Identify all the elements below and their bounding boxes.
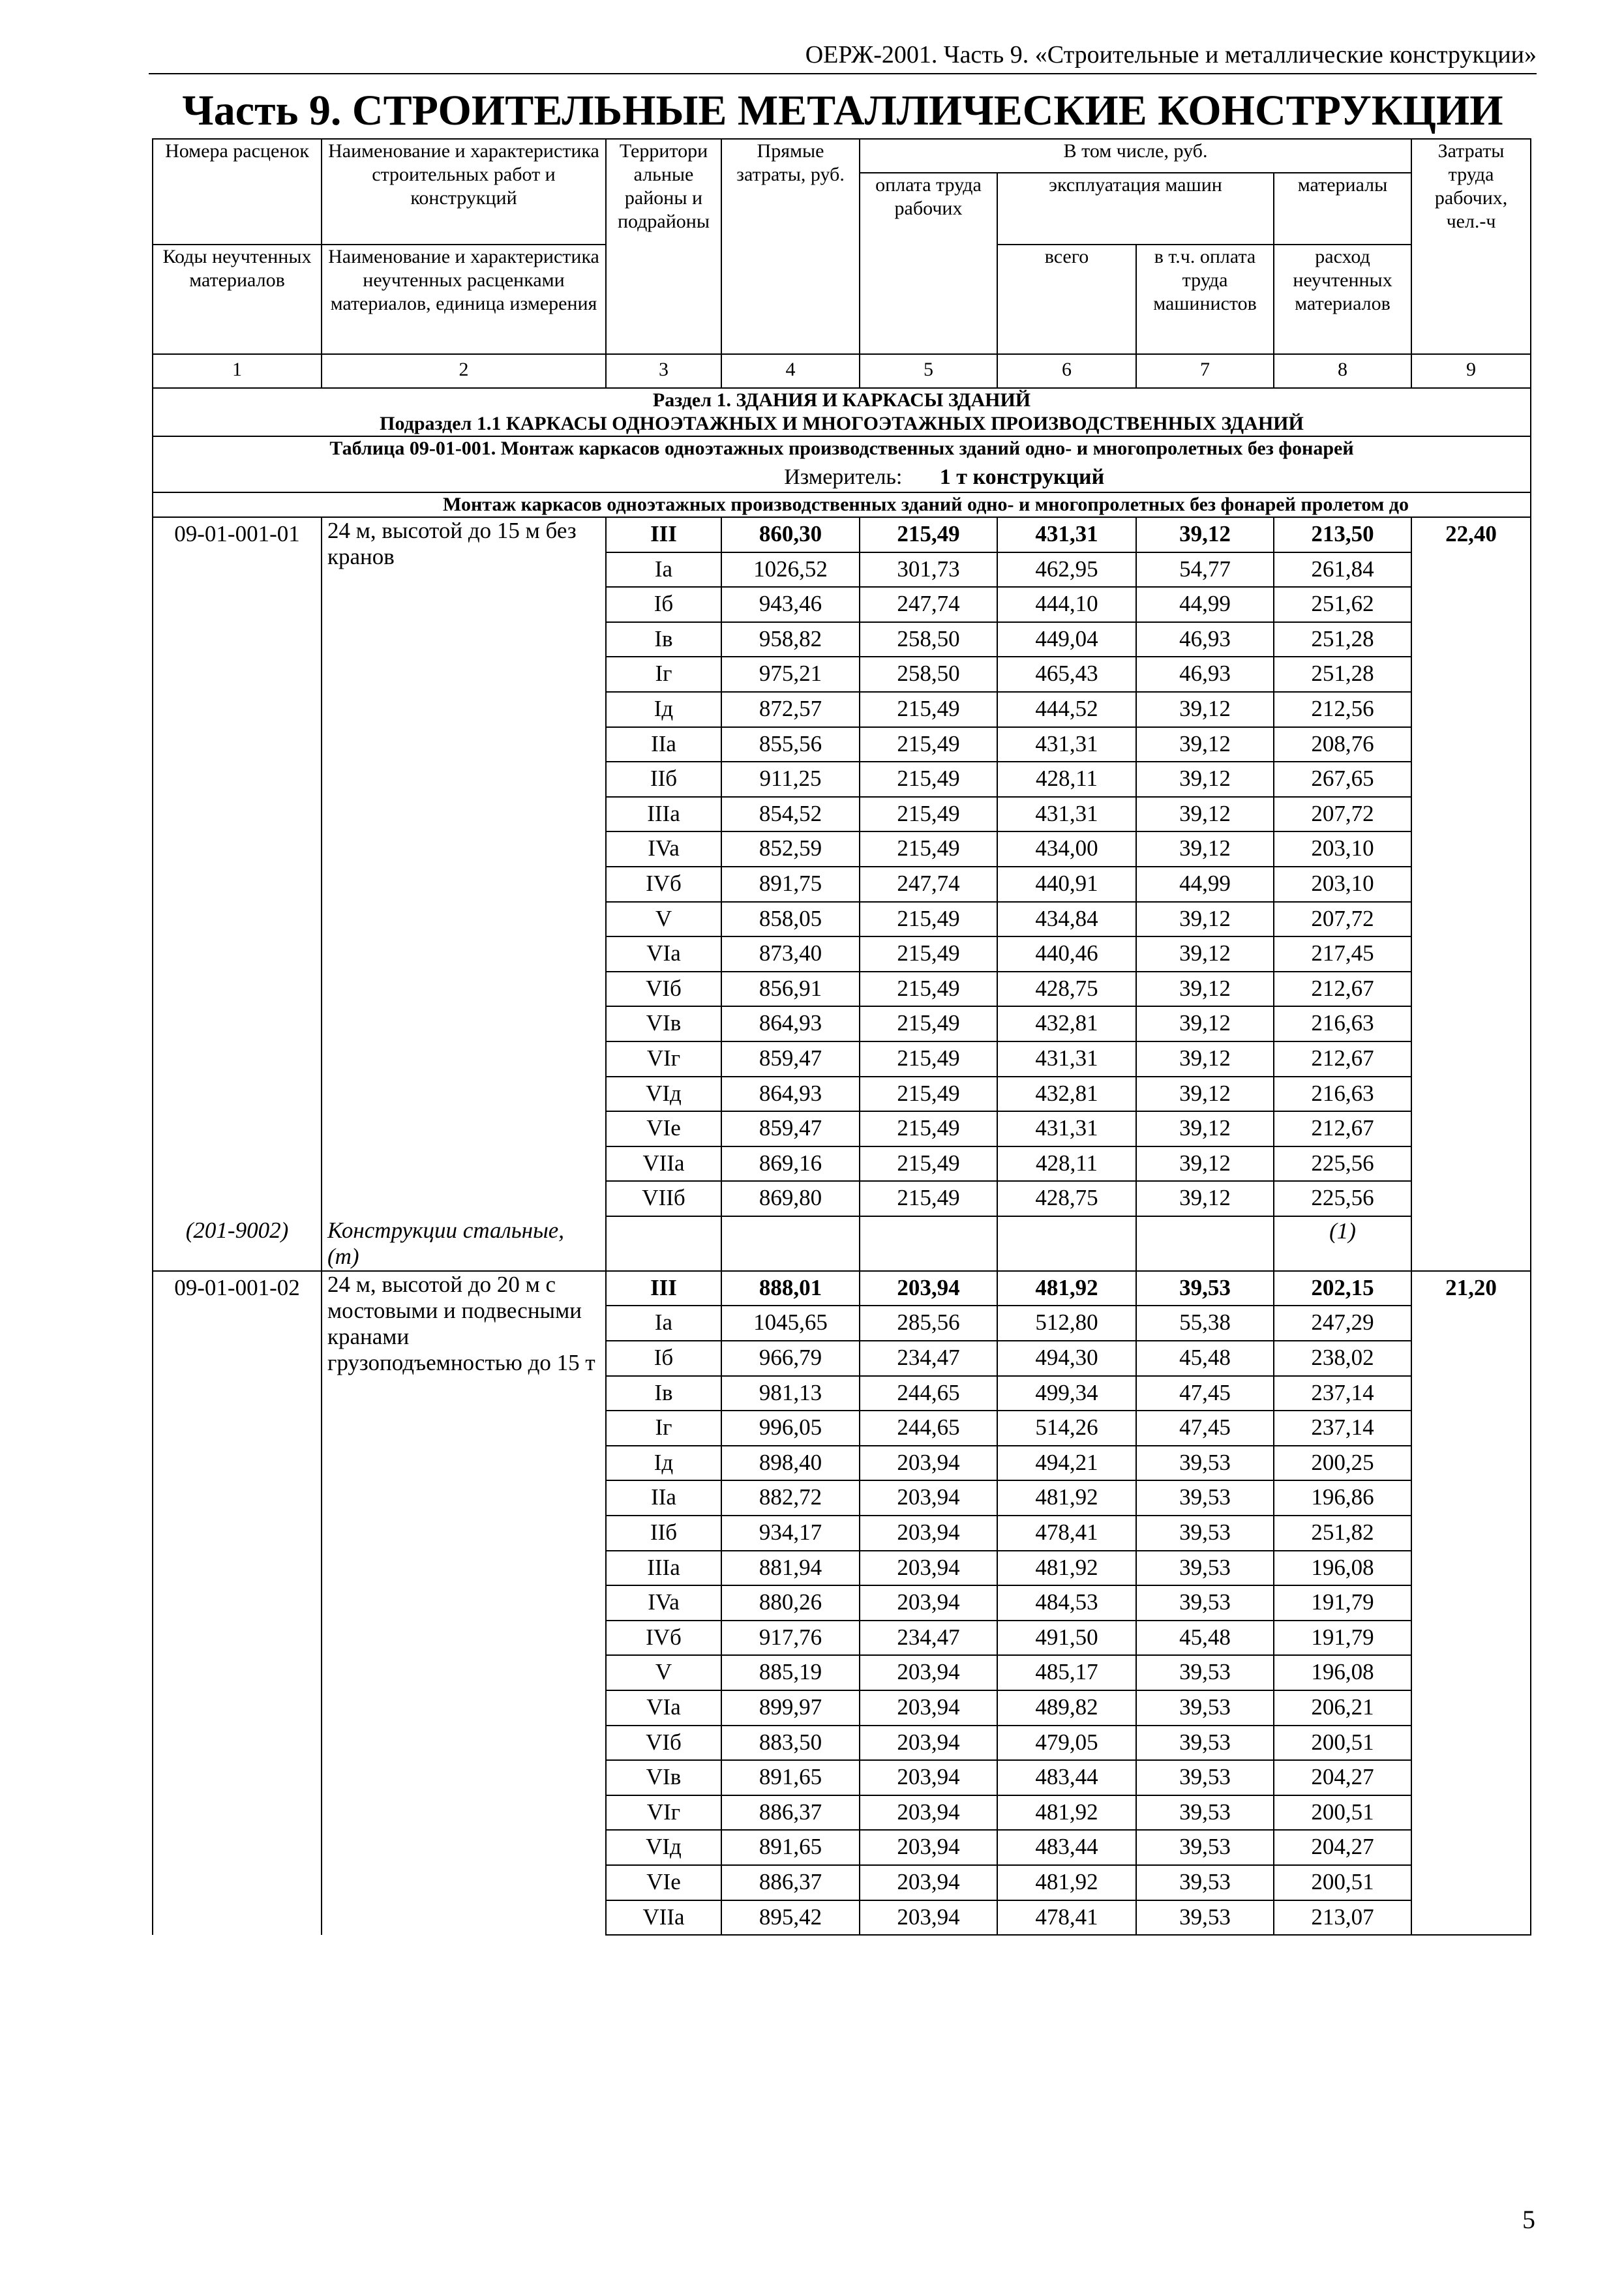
cell-worker-pay: 244,65	[860, 1376, 997, 1411]
work-description-title: Монтаж каркасов одноэтажных производственных зданий одно- и многопролетных без фонарей пролетом до	[322, 492, 1531, 517]
cell-district: IVa	[606, 831, 721, 867]
cell-machines-total: 465,43	[997, 657, 1136, 692]
cell-district: IIa	[606, 1480, 721, 1516]
cell-district: Ia	[606, 552, 721, 588]
table-row	[153, 1271, 1531, 1306]
cell-machines-total: 478,41	[997, 1900, 1136, 1936]
measure-line	[157, 463, 1526, 492]
cell-machines-total: 484,53	[997, 1585, 1136, 1621]
cell-machines-total: 489,82	[997, 1690, 1136, 1726]
cell-worker-pay: 301,73	[860, 552, 997, 588]
cell-worker-pay: 215,49	[860, 797, 997, 832]
cell-worker-pay: 215,49	[860, 727, 997, 762]
empty-cell	[997, 1216, 1136, 1271]
cell-district: IIIa	[606, 1551, 721, 1586]
column-numbers-row	[153, 354, 1531, 388]
cell-direct-costs: 852,59	[721, 831, 860, 867]
empty-cell	[606, 1216, 721, 1271]
cell-direct-costs: 958,82	[721, 622, 860, 657]
column-number: 3	[606, 354, 721, 388]
material-code: (201-9002)	[153, 1216, 322, 1271]
cell-direct-costs: 1026,52	[721, 552, 860, 588]
cell-worker-pay: 203,94	[860, 1585, 997, 1621]
cell-materials: 203,10	[1274, 831, 1411, 867]
cell-machines-total: 483,44	[997, 1760, 1136, 1795]
cell-materials: 261,84	[1274, 552, 1411, 588]
cell-district: Iд	[606, 1446, 721, 1481]
cell-district: VIд	[606, 1077, 721, 1112]
cell-district: VIг	[606, 1795, 721, 1831]
work-description-text: 24 м, высотой до 15 м без кранов	[327, 518, 577, 569]
cell-machinist-pay: 39,12	[1136, 692, 1274, 727]
cell-worker-pay: 244,65	[860, 1411, 997, 1446]
cell-materials: 207,72	[1274, 902, 1411, 937]
header-material-consumption: расход неучтенных материалов	[1274, 245, 1411, 354]
cell-machines-total: 428,11	[997, 762, 1136, 797]
cell-materials: 267,65	[1274, 762, 1411, 797]
table-row	[153, 517, 1531, 552]
material-name: Конструкции стальные, (т)	[322, 1216, 606, 1271]
cell-machines-total: 440,91	[997, 867, 1136, 902]
cell-materials: 202,15	[1274, 1271, 1411, 1306]
column-number: 6	[997, 354, 1136, 388]
cell-materials: 216,63	[1274, 1077, 1411, 1112]
cell-materials: 217,45	[1274, 936, 1411, 972]
cell-direct-costs: 891,65	[721, 1760, 860, 1795]
cell-machines-total: 434,84	[997, 902, 1136, 937]
cell-materials: 212,67	[1274, 1111, 1411, 1146]
rate-code: 09-01-001-02	[153, 1271, 322, 1935]
cell-direct-costs: 899,97	[721, 1690, 860, 1726]
labor-costs: 22,40	[1411, 517, 1531, 1271]
cell-materials: 200,51	[1274, 1865, 1411, 1900]
cell-district: VIa	[606, 1690, 721, 1726]
cell-materials: 212,67	[1274, 1041, 1411, 1077]
cell-machinist-pay: 47,45	[1136, 1376, 1274, 1411]
cell-worker-pay: 234,47	[860, 1341, 997, 1376]
cell-district: Iг	[606, 657, 721, 692]
cell-direct-costs: 885,19	[721, 1655, 860, 1690]
cell-direct-costs: 859,47	[721, 1111, 860, 1146]
cell-machinist-pay: 39,53	[1136, 1760, 1274, 1795]
cell-direct-costs: 869,16	[721, 1146, 860, 1182]
cell-machines-total: 481,92	[997, 1795, 1136, 1831]
cell-machinist-pay: 39,12	[1136, 1111, 1274, 1146]
table-title: Таблица 09-01-001. Монтаж каркасов одноэтажных производственных зданий одно- и многопролетных без фонарей	[329, 438, 1354, 459]
cell-district: Iв	[606, 1376, 721, 1411]
cell-direct-costs: 858,05	[721, 902, 860, 937]
cell-machines-total: 499,34	[997, 1376, 1136, 1411]
cell-materials: 212,67	[1274, 972, 1411, 1007]
cell-machinist-pay: 39,53	[1136, 1446, 1274, 1481]
column-number: 9	[1411, 354, 1531, 388]
cell-machinist-pay: 44,99	[1136, 587, 1274, 622]
cell-machinist-pay: 39,53	[1136, 1726, 1274, 1761]
cell-direct-costs: 859,47	[721, 1041, 860, 1077]
cell-district: IIIa	[606, 797, 721, 832]
labor-costs: 21,20	[1411, 1271, 1531, 1935]
cell-machinist-pay: 54,77	[1136, 552, 1274, 588]
cell-worker-pay: 203,94	[860, 1830, 997, 1865]
header-material-names: Наименование и характеристика неучтенных расценками материалов, единица измерения	[322, 245, 606, 354]
column-number: 4	[721, 354, 860, 388]
cell-machinist-pay: 39,53	[1136, 1516, 1274, 1551]
cell-machinist-pay: 39,12	[1136, 831, 1274, 867]
cell-machinist-pay: 39,53	[1136, 1271, 1274, 1306]
cell-direct-costs: 856,91	[721, 972, 860, 1007]
cell-district: VIв	[606, 1760, 721, 1795]
header-machines-total: всего	[997, 245, 1136, 354]
cell-machines-total: 481,92	[997, 1271, 1136, 1306]
cell-machinist-pay: 45,48	[1136, 1621, 1274, 1656]
cell-worker-pay: 203,94	[860, 1795, 997, 1831]
measure-value: 1 т конструкций	[939, 465, 1105, 489]
cell-district: Iб	[606, 587, 721, 622]
cell-direct-costs: 869,80	[721, 1181, 860, 1216]
cell-direct-costs: 881,94	[721, 1551, 860, 1586]
cell-machinist-pay: 39,53	[1136, 1551, 1274, 1586]
cell-machinist-pay: 39,12	[1136, 762, 1274, 797]
cell-worker-pay: 215,49	[860, 692, 997, 727]
cell-worker-pay: 203,94	[860, 1690, 997, 1726]
cell-materials: 207,72	[1274, 797, 1411, 832]
cell-worker-pay: 203,94	[860, 1865, 997, 1900]
cell-machines-total: 431,31	[997, 1111, 1136, 1146]
cell-direct-costs: 911,25	[721, 762, 860, 797]
cell-machinist-pay: 39,12	[1136, 936, 1274, 972]
cell-materials: 206,21	[1274, 1690, 1411, 1726]
cell-direct-costs: 895,42	[721, 1900, 860, 1936]
cell-worker-pay: 203,94	[860, 1551, 997, 1586]
cell-direct-costs: 860,30	[721, 517, 860, 552]
cell-materials: 200,25	[1274, 1446, 1411, 1481]
header-materials: материалы	[1274, 173, 1411, 245]
cell-machines-total: 428,75	[997, 1181, 1136, 1216]
cell-materials: 216,63	[1274, 1006, 1411, 1041]
section-title: Раздел 1. ЗДАНИЯ И КАРКАСЫ ЗДАНИЙ	[652, 389, 1031, 411]
cell-worker-pay: 215,49	[860, 972, 997, 1007]
cell-machines-total: 428,75	[997, 972, 1136, 1007]
header-territorial-districts: Территори альные районы и подрайоны	[606, 139, 721, 354]
cell-direct-costs: 891,65	[721, 1830, 860, 1865]
cell-machines-total: 428,11	[997, 1146, 1136, 1182]
cell-worker-pay: 203,94	[860, 1900, 997, 1936]
empty-cell	[721, 1216, 860, 1271]
cell-district: VIIб	[606, 1181, 721, 1216]
cell-district: Iв	[606, 622, 721, 657]
cell-district: Iб	[606, 1341, 721, 1376]
cell-worker-pay: 203,94	[860, 1726, 997, 1761]
cell-worker-pay: 215,49	[860, 1077, 997, 1112]
header-machine-operation: эксплуатация машин	[997, 173, 1274, 245]
cell-machinist-pay: 46,93	[1136, 622, 1274, 657]
cell-machines-total: 462,95	[997, 552, 1136, 588]
cell-machines-total: 431,31	[997, 1041, 1136, 1077]
rate-code: 09-01-001-01	[153, 517, 322, 1216]
header-machinist-pay: в т.ч. оплата труда машинистов	[1136, 245, 1274, 354]
cell-worker-pay: 203,94	[860, 1271, 997, 1306]
cell-worker-pay: 247,74	[860, 867, 997, 902]
cell-worker-pay: 203,94	[860, 1760, 997, 1795]
cell-worker-pay: 203,94	[860, 1516, 997, 1551]
header-rate-numbers: Номера расценок	[153, 139, 322, 245]
cell-machines-total: 444,10	[997, 587, 1136, 622]
cell-machinist-pay: 39,12	[1136, 517, 1274, 552]
cell-district: III	[606, 1271, 721, 1306]
cell-district: Iг	[606, 1411, 721, 1446]
column-number: 8	[1274, 354, 1411, 388]
cell-direct-costs: 891,75	[721, 867, 860, 902]
cell-machinist-pay: 39,12	[1136, 1041, 1274, 1077]
cell-district: IIб	[606, 762, 721, 797]
subsection-title: Подраздел 1.1 КАРКАСЫ ОДНОЭТАЖНЫХ И МНОГОЭТАЖНЫХ ПРОИЗВОДСТВЕННЫХ ЗДАНИЙ	[380, 413, 1304, 434]
cell-district: IIб	[606, 1516, 721, 1551]
cell-machines-total: 494,30	[997, 1341, 1136, 1376]
cell-machines-total: 431,31	[997, 517, 1136, 552]
cell-machinist-pay: 47,45	[1136, 1411, 1274, 1446]
cell-materials: 208,76	[1274, 727, 1411, 762]
cell-direct-costs: 975,21	[721, 657, 860, 692]
cell-machines-total: 444,52	[997, 692, 1136, 727]
cell-machines-total: 432,81	[997, 1006, 1136, 1041]
cell-materials: 191,79	[1274, 1621, 1411, 1656]
cell-worker-pay: 215,49	[860, 831, 997, 867]
cell-machinist-pay: 39,53	[1136, 1585, 1274, 1621]
cell-materials: 238,02	[1274, 1341, 1411, 1376]
cell-machinist-pay: 39,53	[1136, 1795, 1274, 1831]
cell-machinist-pay: 39,12	[1136, 1146, 1274, 1182]
cell-direct-costs: 855,56	[721, 727, 860, 762]
cell-machines-total: 479,05	[997, 1726, 1136, 1761]
cell-worker-pay: 215,49	[860, 1041, 997, 1077]
column-number: 7	[1136, 354, 1274, 388]
table-heading	[153, 436, 1531, 492]
header-material-codes: Коды неучтенных материалов	[153, 245, 322, 354]
cell-district: Iд	[606, 692, 721, 727]
cell-materials: 237,14	[1274, 1376, 1411, 1411]
cell-machinist-pay: 39,12	[1136, 902, 1274, 937]
cell-worker-pay: 215,49	[860, 902, 997, 937]
cell-materials: 251,62	[1274, 587, 1411, 622]
cell-materials: 213,07	[1274, 1900, 1411, 1936]
cell-machines-total: 449,04	[997, 622, 1136, 657]
cell-direct-costs: 864,93	[721, 1077, 860, 1112]
cell-direct-costs: 917,76	[721, 1621, 860, 1656]
work-description-text: 24 м, высотой до 20 м с мостовыми и подвесными кранами грузоподъемностью до 15 т	[327, 1271, 595, 1375]
cell-worker-pay: 215,49	[860, 1006, 997, 1041]
cell-machinist-pay: 39,12	[1136, 972, 1274, 1007]
cell-machines-total: 494,21	[997, 1446, 1136, 1481]
cell-machines-total: 491,50	[997, 1621, 1136, 1656]
cell-machines-total: 514,26	[997, 1411, 1136, 1446]
cell-machines-total: 478,41	[997, 1516, 1136, 1551]
cell-district: VIб	[606, 972, 721, 1007]
header-worker-pay: оплата труда рабочих	[860, 173, 997, 354]
cell-materials: 251,28	[1274, 622, 1411, 657]
measure-label: Измеритель:	[784, 465, 903, 489]
cell-district: VIIa	[606, 1900, 721, 1936]
cell-worker-pay: 247,74	[860, 587, 997, 622]
cell-direct-costs: 1045,65	[721, 1306, 860, 1341]
cell-machinist-pay: 46,93	[1136, 657, 1274, 692]
cell-machines-total: 481,92	[997, 1551, 1136, 1586]
cell-district: VIб	[606, 1726, 721, 1761]
cell-materials: 204,27	[1274, 1760, 1411, 1795]
cell-district: VIIa	[606, 1146, 721, 1182]
cell-direct-costs: 886,37	[721, 1865, 860, 1900]
part-title: Часть 9. СТРОИТЕЛЬНЫЕ МЕТАЛЛИЧЕСКИЕ КОНСТРУКЦИИ	[182, 87, 1503, 134]
cell-district: VIд	[606, 1830, 721, 1865]
cell-worker-pay: 285,56	[860, 1306, 997, 1341]
cell-worker-pay: 258,50	[860, 657, 997, 692]
cell-materials: 225,56	[1274, 1146, 1411, 1182]
cell-machinist-pay: 39,12	[1136, 727, 1274, 762]
empty-cell	[860, 1216, 997, 1271]
cell-materials: 200,51	[1274, 1726, 1411, 1761]
cell-machinist-pay: 39,53	[1136, 1480, 1274, 1516]
cell-materials: 204,27	[1274, 1830, 1411, 1865]
cell-materials: 237,14	[1274, 1411, 1411, 1446]
column-number: 5	[860, 354, 997, 388]
column-number: 1	[153, 354, 322, 388]
cell-worker-pay: 203,94	[860, 1480, 997, 1516]
cell-district: VIг	[606, 1041, 721, 1077]
page-number: 5	[1522, 2205, 1535, 2234]
cell-direct-costs: 943,46	[721, 587, 860, 622]
cell-direct-costs: 888,01	[721, 1271, 860, 1306]
cell-direct-costs: 872,57	[721, 692, 860, 727]
header-direct-costs: Прямые затраты, руб.	[721, 139, 860, 354]
cell-district: III	[606, 517, 721, 552]
cell-direct-costs: 873,40	[721, 936, 860, 972]
cell-direct-costs: 966,79	[721, 1341, 860, 1376]
cell-materials: 196,08	[1274, 1551, 1411, 1586]
cell-machinist-pay: 39,53	[1136, 1865, 1274, 1900]
cell-direct-costs: 880,26	[721, 1585, 860, 1621]
cell-worker-pay: 215,49	[860, 1111, 997, 1146]
cell-direct-costs: 996,05	[721, 1411, 860, 1446]
cell-district: IIa	[606, 727, 721, 762]
cell-direct-costs: 854,52	[721, 797, 860, 832]
header-including: В том числе, руб.	[860, 139, 1411, 173]
cell-district: IVб	[606, 867, 721, 902]
cell-machinist-pay: 39,53	[1136, 1830, 1274, 1865]
cell-district: IVa	[606, 1585, 721, 1621]
cell-direct-costs: 864,93	[721, 1006, 860, 1041]
cell-materials: 225,56	[1274, 1181, 1411, 1216]
empty-cell	[1136, 1216, 1274, 1271]
cell-worker-pay: 203,94	[860, 1655, 997, 1690]
cell-district: V	[606, 902, 721, 937]
cell-materials: 191,79	[1274, 1585, 1411, 1621]
cell-materials: 203,10	[1274, 867, 1411, 902]
cell-machines-total: 431,31	[997, 797, 1136, 832]
cell-materials: 251,28	[1274, 657, 1411, 692]
cell-district: VIe	[606, 1111, 721, 1146]
cell-machinist-pay: 45,48	[1136, 1341, 1274, 1376]
cell-machinist-pay: 39,12	[1136, 1181, 1274, 1216]
cell-direct-costs: 886,37	[721, 1795, 860, 1831]
cell-machines-total: 512,80	[997, 1306, 1136, 1341]
material-quantity: (1)	[1274, 1216, 1411, 1271]
cell-machines-total: 481,92	[997, 1480, 1136, 1516]
cell-worker-pay: 215,49	[860, 1146, 997, 1182]
cell-materials: 212,56	[1274, 692, 1411, 727]
cell-machinist-pay: 55,38	[1136, 1306, 1274, 1341]
cell-machines-total: 483,44	[997, 1830, 1136, 1865]
section-heading	[153, 388, 1531, 436]
cell-district: VIa	[606, 936, 721, 972]
column-number: 2	[322, 354, 606, 388]
cell-direct-costs: 898,40	[721, 1446, 860, 1481]
cell-direct-costs: 883,50	[721, 1726, 860, 1761]
cell-worker-pay: 215,49	[860, 936, 997, 972]
cell-worker-pay: 203,94	[860, 1446, 997, 1481]
cell-worker-pay: 215,49	[860, 517, 997, 552]
cell-worker-pay: 258,50	[860, 622, 997, 657]
header-labor-costs: Затраты труда рабочих, чел.-ч	[1411, 139, 1531, 354]
rates-table	[152, 138, 1531, 1936]
cell-materials: 200,51	[1274, 1795, 1411, 1831]
cell-direct-costs: 934,17	[721, 1516, 860, 1551]
cell-district: V	[606, 1655, 721, 1690]
cell-machines-total: 481,92	[997, 1865, 1136, 1900]
cell-direct-costs: 882,72	[721, 1480, 860, 1516]
cell-machines-total: 485,17	[997, 1655, 1136, 1690]
material-row	[153, 1216, 1531, 1271]
cell-materials: 196,08	[1274, 1655, 1411, 1690]
cell-district: IVб	[606, 1621, 721, 1656]
running-header: ОЕРЖ-2001. Часть 9. «Строительные и металлические конструкции»	[149, 37, 1537, 74]
cell-direct-costs: 981,13	[721, 1376, 860, 1411]
cell-materials: 251,82	[1274, 1516, 1411, 1551]
cell-materials: 247,29	[1274, 1306, 1411, 1341]
cell-district: VIe	[606, 1865, 721, 1900]
cell-materials: 213,50	[1274, 517, 1411, 552]
cell-machinist-pay: 39,12	[1136, 1077, 1274, 1112]
header-work-name: Наименование и характеристика строительных работ и конструкций	[322, 139, 606, 245]
cell-machines-total: 434,00	[997, 831, 1136, 867]
cell-machinist-pay: 44,99	[1136, 867, 1274, 902]
cell-machines-total: 440,46	[997, 936, 1136, 972]
cell-worker-pay: 234,47	[860, 1621, 997, 1656]
cell-materials: 196,86	[1274, 1480, 1411, 1516]
cell-machines-total: 432,81	[997, 1077, 1136, 1112]
cell-worker-pay: 215,49	[860, 762, 997, 797]
cell-machinist-pay: 39,12	[1136, 1006, 1274, 1041]
cell-worker-pay: 215,49	[860, 1181, 997, 1216]
cell-machinist-pay: 39,53	[1136, 1690, 1274, 1726]
cell-district: VIв	[606, 1006, 721, 1041]
cell-machinist-pay: 39,53	[1136, 1900, 1274, 1936]
cell-machinist-pay: 39,12	[1136, 797, 1274, 832]
cell-district: Ia	[606, 1306, 721, 1341]
work-description	[322, 517, 606, 1216]
cell-machines-total: 431,31	[997, 727, 1136, 762]
work-description	[322, 1271, 606, 1935]
cell-machinist-pay: 39,53	[1136, 1655, 1274, 1690]
